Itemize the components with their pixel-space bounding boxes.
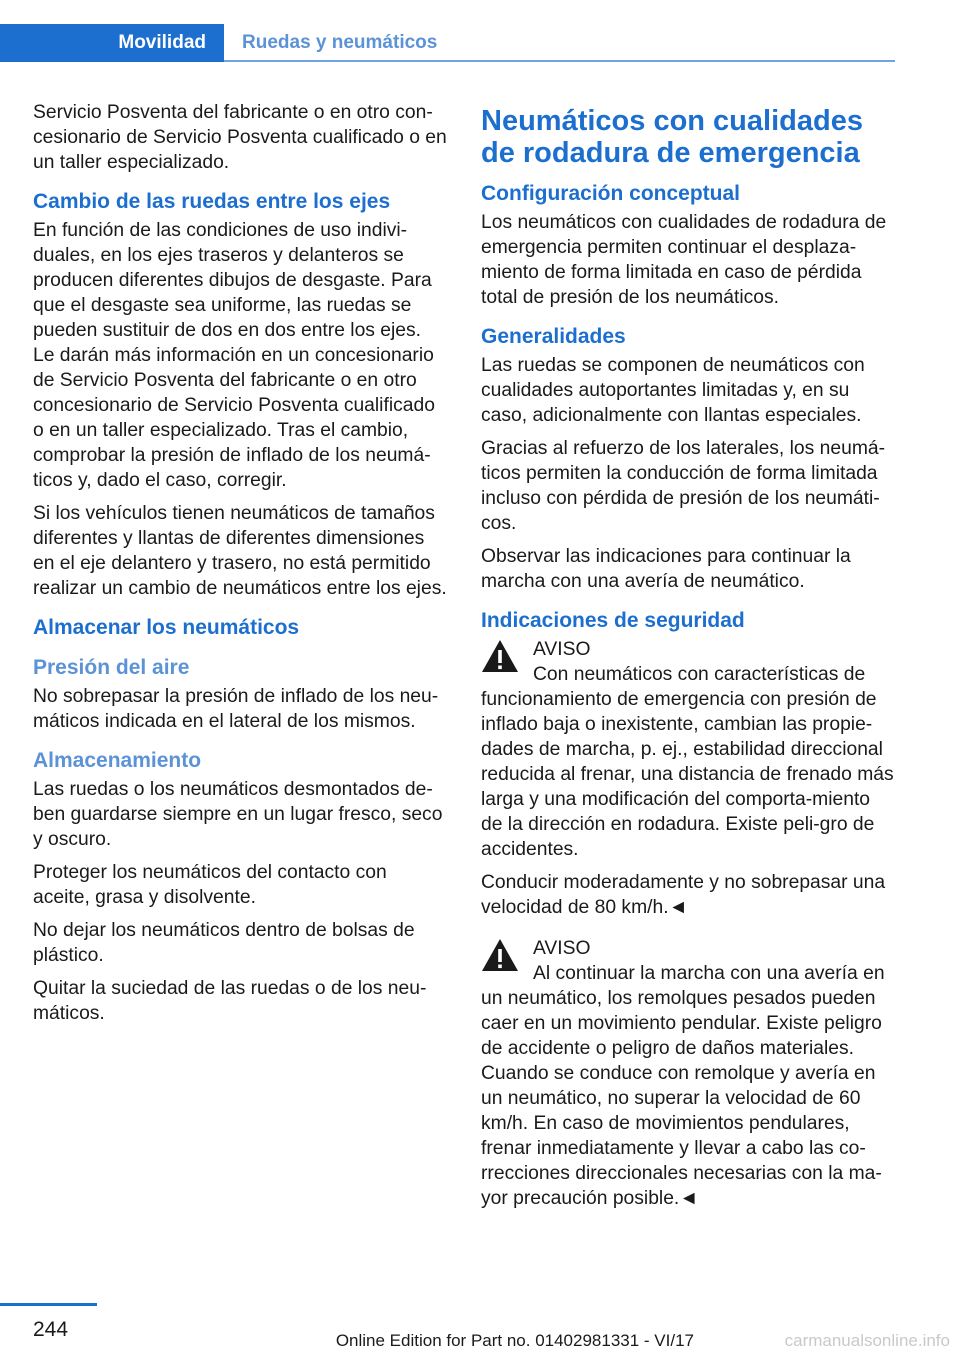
heading-almacenar: Almacenar los neumáticos <box>33 616 300 639</box>
paragraph-almacenamiento-4: Quitar la suciedad de las ruedas o de los neu-máticos. <box>33 978 427 1024</box>
paragraph-generalidades-1: Las ruedas se componen de neumáticos con cualidades autoportantes limitadas y, en su caso, adicionalmente con llantas especiales. <box>481 355 865 426</box>
warning-block-2 <box>481 936 895 1211</box>
heading-main: Neumáticos con cualidades de rodadura de emergencia <box>481 105 863 169</box>
warning-triangle-icon <box>481 639 519 673</box>
heading-cambio-ruedas: Cambio de las ruedas entre los ejes <box>33 190 391 213</box>
paragraph-generalidades-2: Gracias al refuerzo de los laterales, los neumá-ticos permiten la conducción de forma limitada incluso con pérdida de presión de los neumáti-cos. <box>481 438 886 534</box>
footer-rule <box>0 1303 97 1306</box>
warning-2-text: Al continuar la marcha con una avería en un neumático, los remolques pesados pueden caer en un movimiento pendular. Existe peligro de accidente o peligro de daños materiales. Cuando se conduce con remolque y avería en un neumático, no superar la velocidad de 60 km/h. En caso de movimientos pendulares, frenar inmediatamente y llevar a cabo las co-rrecciones direccionales necesarias con la ma-yor precaución posible.◄ <box>481 963 885 1209</box>
paragraph-almacenamiento-3: No dejar los neumáticos dentro de bolsas de plástico. <box>33 920 415 966</box>
tab-movilidad: Movilidad <box>0 24 224 62</box>
warning-1-text: Con neumáticos con características de funcionamiento de emergencia con presión de inflado baja o inexistente, cambian las propie-dades de marcha, p. ej., estabilidad direccional reducida al frenar, una distancia de frenado más larga y una modificación del comporta-miento de la dirección en rodadura. Existe peli-gro de accidentes. <box>481 664 894 860</box>
tab-ruedas-neumaticos: Ruedas y neumáticos <box>242 32 438 53</box>
paragraph-presion: No sobrepasar la presión de inflado de los neu-máticos indicada en el lateral de los mismos. <box>33 686 439 732</box>
page-number: 244 <box>33 1318 69 1341</box>
warning-block-1 <box>481 637 895 920</box>
warning-2-title: AVISO <box>533 938 591 959</box>
warning-1-speed: Conducir moderadamente y no sobrepasar una velocidad de 80 km/h.◄ <box>481 872 886 918</box>
page-header <box>0 0 960 62</box>
heading-configuracion: Configuración conceptual <box>481 182 741 205</box>
paragraph-almacenamiento-2: Proteger los neumáticos del contacto con aceite, grasa y disolvente. <box>33 862 387 908</box>
paragraph-almacenamiento-1: Las ruedas o los neumáticos desmontados de-ben guardarse siempre en un lugar fresco, seco y oscuro. <box>33 779 443 850</box>
intro-paragraph: Servicio Posventa del fabricante o en otro con-cesionario de Servicio Posventa cualificado o en un taller especializado. <box>33 102 447 173</box>
warning-1-title: AVISO <box>533 639 591 660</box>
heading-generalidades: Generalidades <box>481 325 626 348</box>
edition-note: Online Edition for Part no. 01402981331 - VI/17 <box>335 1331 694 1350</box>
paragraph-cambio-2: Si los vehículos tienen neumáticos de tamaños diferentes y llantas de diferentes dimensiones en el eje delantero y trasero, no está permitido realizar un cambio de neumáticos entre los ejes. <box>33 503 447 599</box>
heading-almacenamiento: Almacenamiento <box>33 749 202 772</box>
paragraph-cambio-1: En función de las condiciones de uso indivi-duales, en los ejes traseros y delanteros se producen diferentes dibujos de desgaste. Para que el desgaste sea uniforme, las ruedas se pueden sustituir de dos en dos entre los ejes. Le darán más información en un concesionario de Servicio Posventa del fabricante o en otro concesionario de Servicio Posventa cualificado o en un taller especializado. Tras el cambio, comprobar la presión de inflado de los neumá-ticos y, dado el caso, corregir. <box>33 220 435 491</box>
warning-triangle-icon <box>481 938 519 972</box>
heading-seguridad: Indicaciones de seguridad <box>481 609 745 632</box>
left-column <box>33 100 447 1034</box>
right-column <box>481 100 895 1219</box>
paragraph-configuracion: Los neumáticos con cualidades de rodadura de emergencia permiten continuar el desplaza-miento de forma limitada en caso de pérdida total de presión de los neumáticos. <box>481 212 887 308</box>
heading-presion-aire: Presión del aire <box>33 656 190 679</box>
header-rule <box>224 60 895 62</box>
watermark: carmanualsonline.info <box>784 1331 950 1350</box>
paragraph-generalidades-3: Observar las indicaciones para continuar la marcha con una avería de neumático. <box>481 546 851 592</box>
